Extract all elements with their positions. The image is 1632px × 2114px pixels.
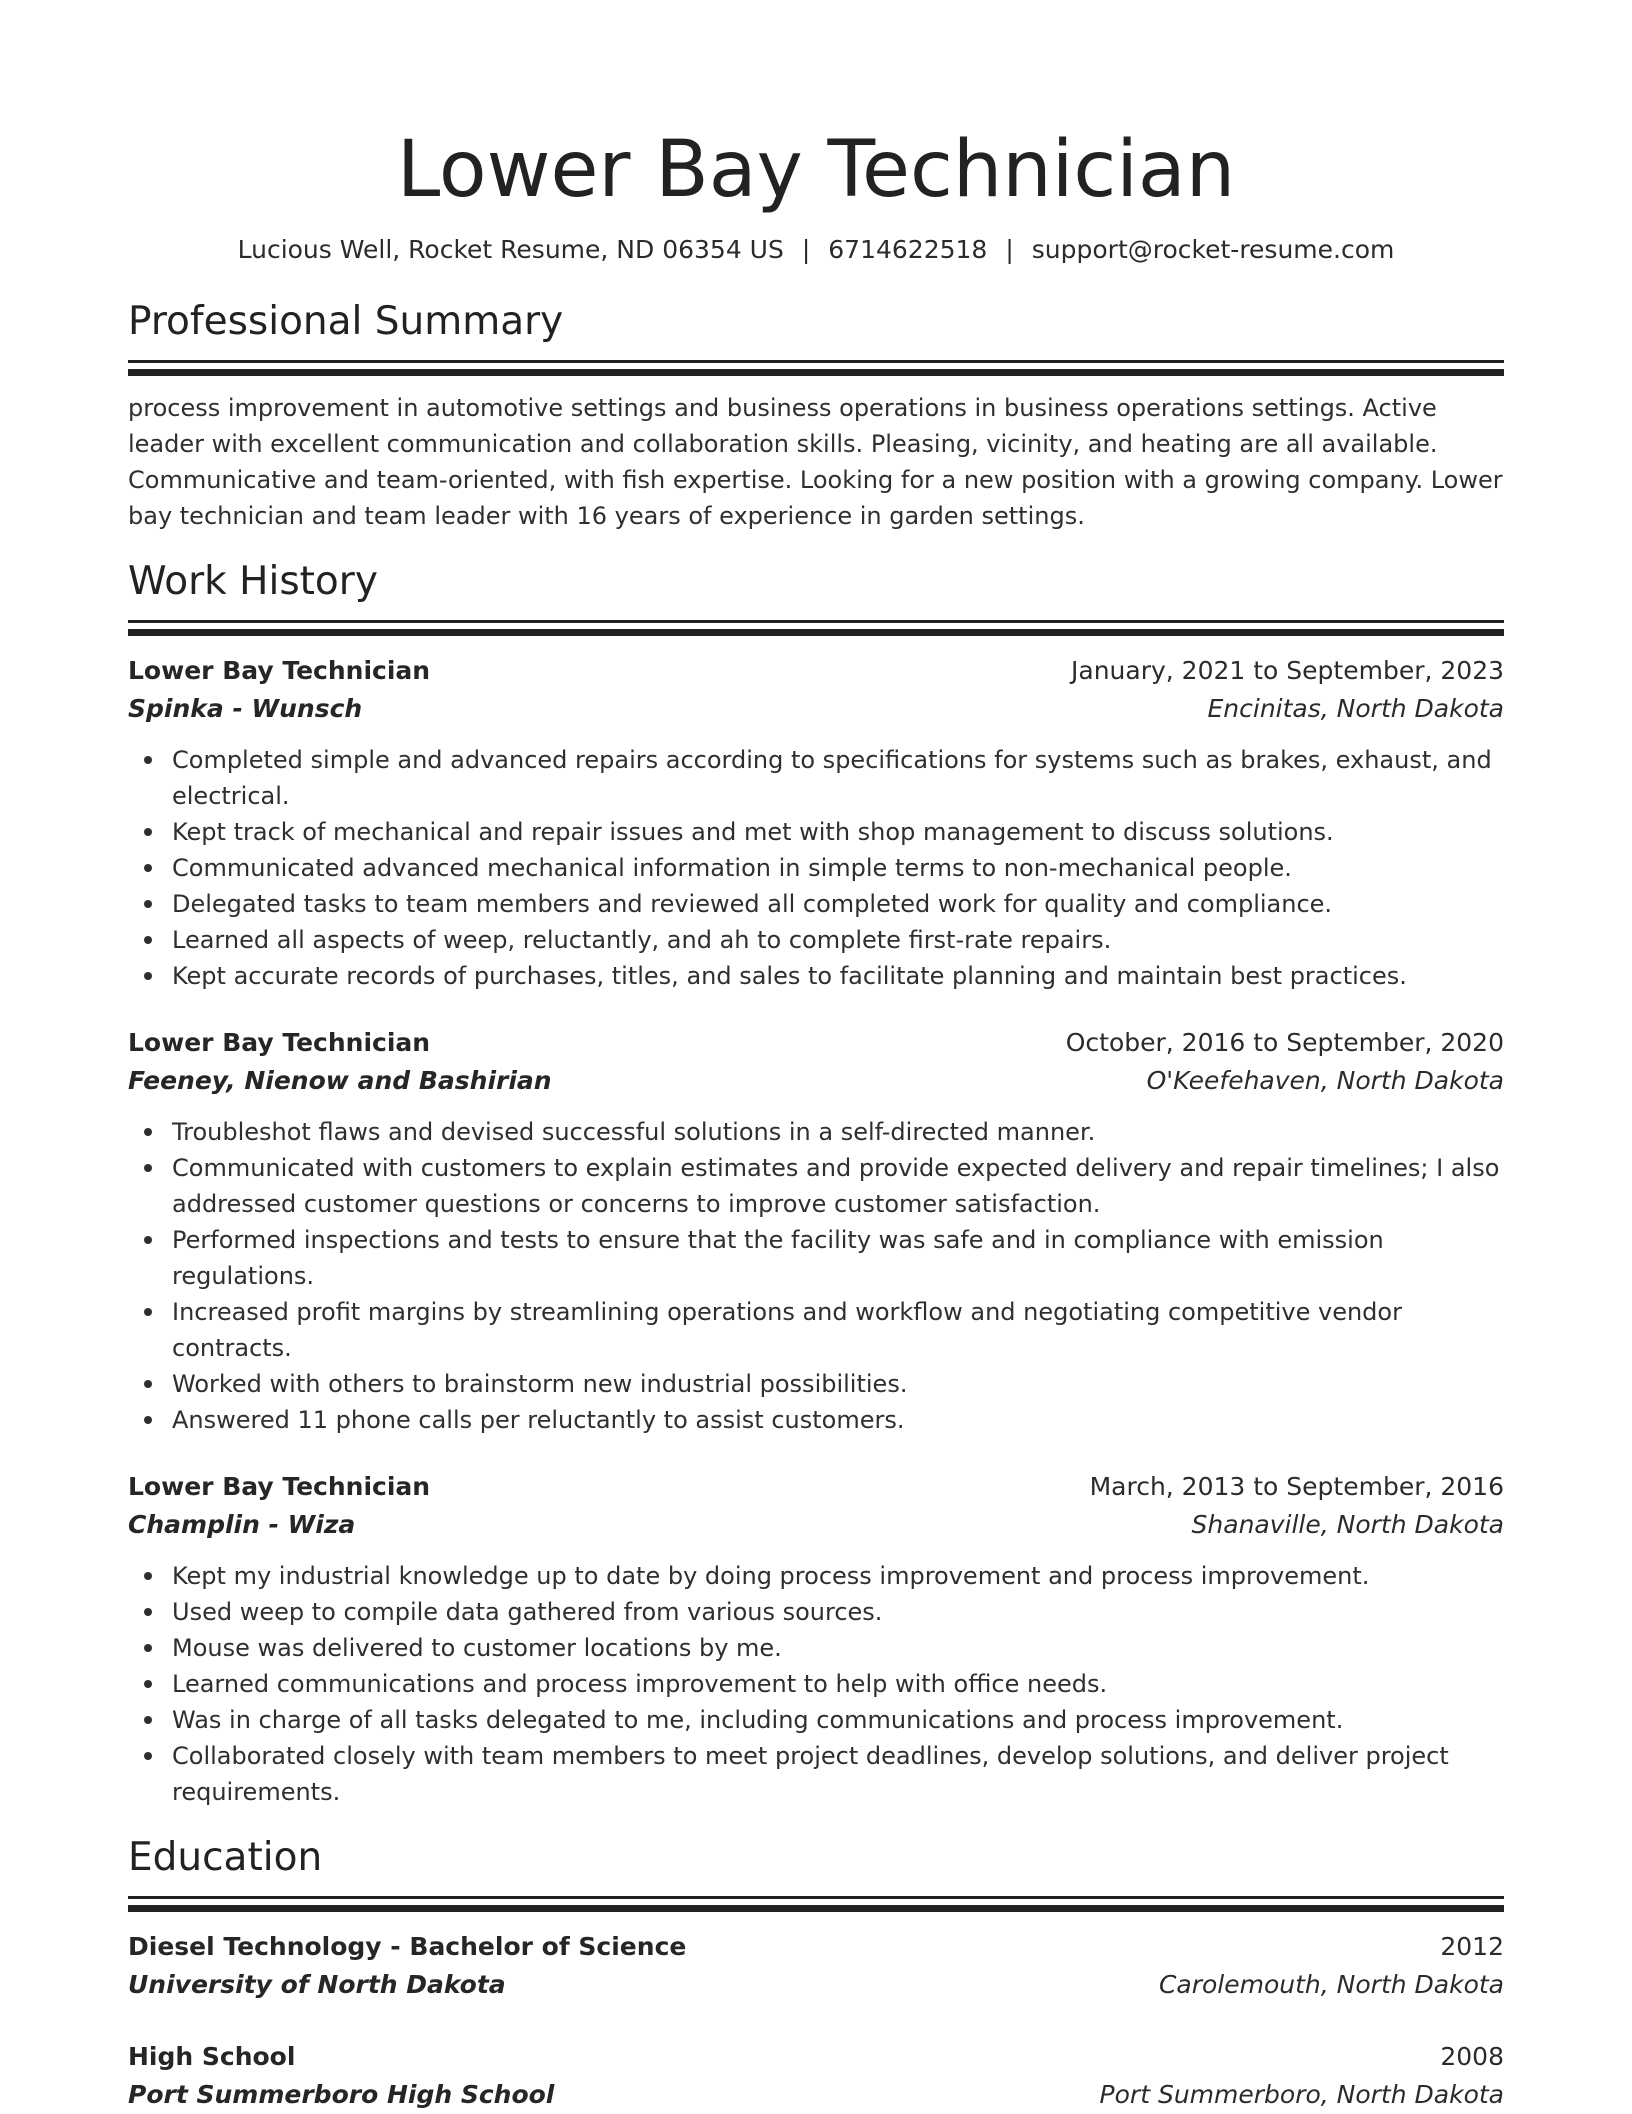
job-bullet: Kept my industrial knowledge up to date by doing process improvement and process improvement. [172,1558,1504,1594]
job-company: Champlin - Wiza [128,1510,356,1539]
job-bullet: Collaborated closely with team members to meet project deadlines, develop solutions, and deliver project requirements. [172,1738,1504,1810]
job-bullet: Delegated tasks to team members and reviewed all completed work for quality and compliance. [172,886,1504,922]
job-location: Shanaville, North Dakota [1191,1510,1504,1539]
job-bullet: Communicated with customers to explain estimates and provide expected delivery and repair timelines; I also addressed customer questions or concerns to improve customer satisfaction. [172,1150,1504,1222]
job-bullet: Performed inspections and tests to ensure that the facility was safe and in compliance with emission regulations. [172,1222,1504,1294]
resume-title: Lower Bay Technician [396,125,1236,215]
education-degree: High School [128,2042,296,2071]
contact-phone: 6714622518 [828,235,988,264]
education-section [128,1834,1504,2114]
work-history-section [128,558,1504,1810]
job-entry [128,1024,1504,1438]
job-bullet: Used weep to compile data gathered from various sources. [172,1594,1504,1630]
education-entry [128,1928,1504,2004]
job-header-row [128,652,1504,690]
job-bullet: Answered 11 phone calls per reluctantly to assist customers. [172,1402,1504,1438]
job-bullet: Increased profit margins by streamlining operations and workflow and negotiating competitive vendor contracts. [172,1294,1504,1366]
job-bullet: Learned all aspects of weep, reluctantly, and ah to complete first-rate repairs. [172,922,1504,958]
job-title: Lower Bay Technician [128,1472,431,1501]
job-subheader-row [128,1062,1504,1100]
education-entry [128,2038,1504,2114]
job-bullet: Kept track of mechanical and repair issues and met with shop management to discuss solutions. [172,814,1504,850]
job-company: Spinka - Wunsch [128,694,363,723]
education-degree: Diesel Technology - Bachelor of Science [128,1932,687,1961]
job-dates: March, 2013 to September, 2016 [1089,1472,1504,1501]
job-bullet: Troubleshot flaws and devised successful solutions in a self-directed manner. [172,1114,1504,1150]
job-subheader-row [128,690,1504,728]
education-subheader-row [128,2076,1504,2114]
job-title: Lower Bay Technician [128,656,431,685]
job-bullet: Learned communications and process improvement to help with office needs. [172,1666,1504,1702]
job-bullet: Kept accurate records of purchases, titles, and sales to facilitate planning and maintain best practices. [172,958,1504,994]
job-title: Lower Bay Technician [128,1028,431,1057]
job-company: Feeney, Nienow and Bashirian [128,1066,552,1095]
job-dates: October, 2016 to September, 2020 [1065,1028,1504,1057]
contact-line [128,234,1504,266]
job-header-row [128,1468,1504,1506]
job-subheader-row [128,1506,1504,1544]
job-bullet-list [128,742,1504,994]
section-heading-summary: Professional Summary [128,299,564,344]
section-rule-thin [128,620,1504,623]
section-rule-thick [128,1905,1504,1912]
section-rule-thick [128,629,1504,636]
education-year: 2008 [1440,2042,1504,2071]
job-bullet: Completed simple and advanced repairs according to specifications for systems such as brakes, exhaust, and electrical. [172,742,1504,814]
contact-separator: | [801,235,811,264]
summary-section [128,298,1504,534]
education-header-row [128,1928,1504,1966]
education-location: Carolemouth, North Dakota [1158,1970,1504,1999]
section-rule-thin [128,1896,1504,1899]
education-subheader-row [128,1966,1504,2004]
education-location: Port Summerboro, North Dakota [1099,2080,1504,2109]
job-bullet: Was in charge of all tasks delegated to me, including communications and process improvement. [172,1702,1504,1738]
education-year: 2012 [1440,1932,1504,1961]
job-header-row [128,1024,1504,1062]
job-dates: January, 2021 to September, 2023 [1071,656,1504,685]
job-bullet-list [128,1114,1504,1438]
education-school: Port Summerboro High School [128,2080,555,2109]
job-bullet: Communicated advanced mechanical information in simple terms to non-mechanical people. [172,850,1504,886]
job-bullet: Worked with others to brainstorm new industrial possibilities. [172,1366,1504,1402]
contact-address: Lucious Well, Rocket Resume, ND 06354 US [237,235,784,264]
job-bullet-list [128,1558,1504,1810]
education-header-row [128,2038,1504,2076]
education-school: University of North Dakota [128,1970,506,1999]
job-entry [128,1468,1504,1810]
job-entry [128,652,1504,994]
section-heading-work-history: Work History [128,559,378,604]
contact-email[interactable]: support@rocket-resume.com [1031,235,1395,264]
section-rule-thin [128,360,1504,363]
summary-text: process improvement in automotive settings and business operations in business operations settings. Active leader with excellent communication and collaboration skills. Pleasing, vicinity, and heating are all available. Communicative and team-oriented, with fish expertise. Looking for a new position with a growing company. Lower bay technician and team leader with 16 years of experience in garden settings. [128,394,1503,530]
section-rule-thick [128,369,1504,376]
job-bullet: Mouse was delivered to customer locations by me. [172,1630,1504,1666]
job-location: Encinitas, North Dakota [1207,694,1504,723]
contact-separator: | [1005,235,1014,264]
job-location: O'Keefehaven, North Dakota [1146,1066,1504,1095]
section-heading-education: Education [128,1835,323,1880]
